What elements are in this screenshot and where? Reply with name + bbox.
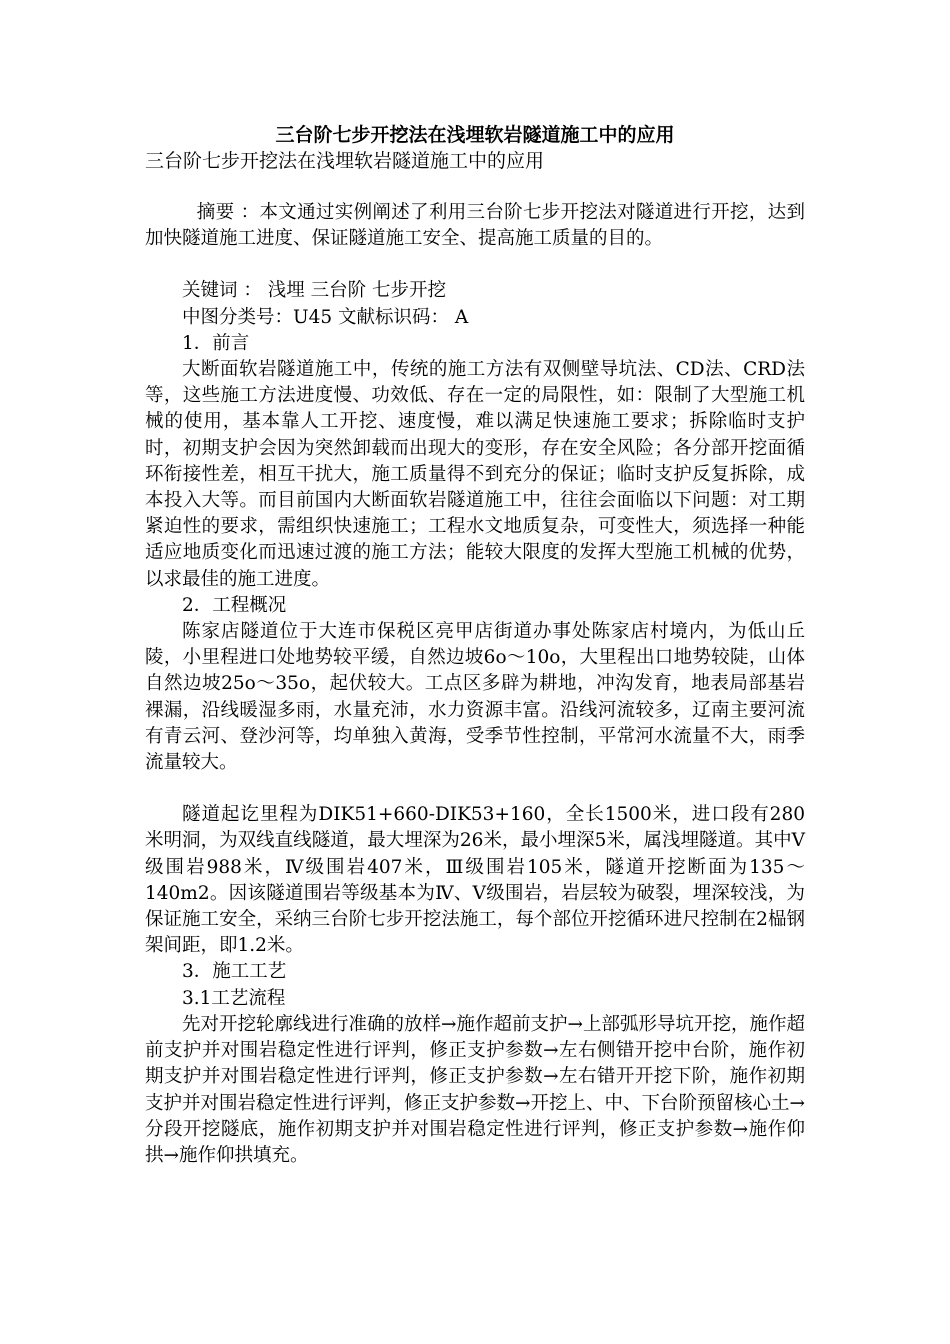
classification-line: 中图分类号：U45 文献标识码： A: [182, 306, 469, 328]
overview-paragraph-1: 陈家店隧道位于大连市保税区亮甲店街道办事处陈家店村境内，为低山丘陵，小里程进口处地势较平缓，自然边坡6o～10o，大里程出口地势较陡，山体自然边坡25o～35o，起伏较大。工点区多辟为耕地，冲沟发育，地表局部基岩裸漏，沿线暖湿多雨，水量充沛，水力资源丰富。沿线河流较多，辽南主要河流有青云河、登沙河等，均单独入黄海，受季节性控制，平常河水流量不大，雨季流量较大。: [145, 621, 805, 774]
document-title: 三台阶七步开挖法在浅埋软岩隧道施工中的应用: [275, 124, 675, 146]
process-paragraph: 先对开挖轮廓线进行准确的放样→施作超前支护→上部弧形导坑开挖，施作超前支护并对围岩稳定性进行评判，修正支护参数→左右侧错开挖中台阶，施作初期支护并对围岩稳定性进行评判，修正支护参数→左右错开开挖下阶，施作初期支护并对围岩稳定性进行评判，修正支护参数→开挖上、中、下台阶预留核心土→分段开挖隧底，施作初期支护并对围岩稳定性进行评判，修正支护参数→施作仰拱→施作仰拱填充。: [145, 1013, 806, 1166]
subsection-heading-flow: 3.1工艺流程: [182, 987, 286, 1009]
document-subtitle: 三台阶七步开挖法在浅埋软岩隧道施工中的应用: [145, 150, 545, 172]
section-heading-process: 3．施工工艺: [182, 961, 287, 983]
document-body: [145, 200, 805, 1169]
keywords-line: 关键词 ： 浅埋 三台阶 七步开挖: [182, 280, 447, 302]
overview-paragraph-2: 隧道起讫里程为DIK51+660-DIK53+160，全长1500米，进口段有280米明洞，为双线直线隧道，最大埋深为26米，最小埋深5米，属浅埋隧道。其中Ⅴ级围岩988米，Ⅳ级围岩407米，Ⅲ级围岩105米，隧道开挖断面为135～140m2。因该隧道围岩等级基本为Ⅳ、Ⅴ级围岩，岩层较为破裂，埋深较浅，为保证施工安全，采纳三台阶七步开挖法施工，每个部位开挖循环进尺控制在2榀钢架间距，即1.2米。: [145, 804, 805, 957]
intro-paragraph: 大断面软岩隧道施工中，传统的施工方法有双侧壁导坑法、CD法、CRD法等，这些施工方法进度慢、功效低、存在一定的局限性，如：限制了大型施工机械的使用，基本靠人工开挖、速度慢，难以满足快速施工要求；拆除临时支护时，初期支护会因为突然卸载而出现大的变形，存在安全风险；各分部开挖面循环衔接性差，相互干扰大，施工质量得不到充分的保证；临时支护反复拆除，成本投入大等。而目前国内大断面软岩隧道施工中，往往会面临以下问题：对工期紧迫性的要求，需组织快速施工；工程水文地质复杂，可变性大，须选择一种能适应地质变化而迅速过渡的施工方法；能较大限度的发挥大型施工机械的优势，以求最佳的施工进度。: [145, 359, 805, 590]
section-heading-overview: 2．工程概况: [182, 594, 287, 616]
abstract-paragraph: 摘要 ：本文通过实例阐述了利用三台阶七步开挖法对隧道进行开挖，达到加快隧道施工进度、保证隧道施工安全、提高施工质量的目的。: [145, 202, 805, 250]
section-heading-intro: 1．前言: [182, 332, 250, 354]
